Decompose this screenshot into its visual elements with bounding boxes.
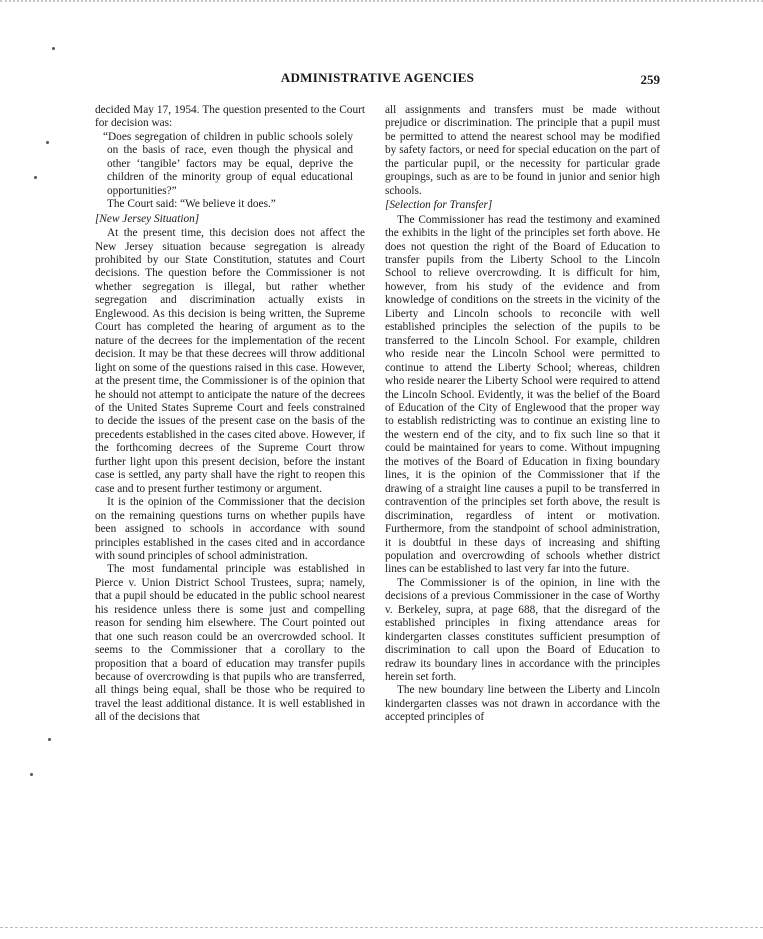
paragraph: The new boundary line between the Liberty and Lincoln kindergarten classes was not drawn in accordance with the accepted principles of <box>385 684 660 724</box>
paragraph: The Court said: “We believe it does.” <box>107 198 276 211</box>
running-head: ADMINISTRATIVE AGENCIES <box>280 70 475 85</box>
top-scan-border <box>0 0 763 6</box>
paragraph: The Commissioner has read the testimony and examined the exhibits in the light of the principles set forth above. He does not question the right of the Board of Education to transfer pupils from the Liberty School to the Lincoln School to relieve overcrowding. It is difficult for him, however, from his study of the evidence and from knowledge of conditions on the streets in the vicinity of the Liberty and Lincoln schools to reconcile with well established principles the selection of the pupils to be transferred to the Lincoln School. For example, children who reside near the Lincoln School were permitted to continue to attend the Liberty School; whereas, children who reside nearer the Liberty School were required to attend the Lincoln School. Evidently, it was the belief of the Board of Education of the City of Englewood that the proper way to establish redistricting was to continue an existing line to the western end of the city, and to fix such line so that it could be maintained for years to come. Without impugning the motives of the Board of Education in fixing boundary lines, it is the opinion of the Commissioner that if the drawing of a straight line causes a pupil to be transferred in contravention of the principles set forth above, the result is discrimination, regardless of intent or motivation. Furthermore, from the standpoint of school administration, it is doubtful in these days of increasing and shifting population and overcrowding of schools whether district lines can be established to last very far into the future. <box>385 213 660 576</box>
paragraph: At the present time, this decision does not affect the New Jersey situation because segregation is already prohibited by our State Constitution, statutes and Court decisions. The question before the Commissioner is not whether segregation is illegal, but rather whether segregation and discrimination actually exists in Englewood. As this decision is being written, the Supreme Court has completed the hearing of argument as to the nature of the decrees for the implementation of the recent decision. It may be that these decrees will throw additional light on some of the questions raised in this case. However, at the present time, the Commissioner is of the opinion that he should not attempt to anticipate the nature of the decrees of the United States Supreme Court and feels constrained to decide the issues of the present case on the basis of the precedents established in the cases cited above. However, if the forthcoming decrees of the Supreme Court throw further light upon this present decision, before the instant case is settled, any party shall have the right to reopen this case and to present further testimony or argument. <box>95 227 365 495</box>
scan-speck <box>52 47 55 50</box>
section-subhead: [Selection for Transfer] <box>385 199 493 212</box>
scan-speck <box>48 738 51 741</box>
paragraph: decided May 17, 1954. The question presented to the Court for decision was: <box>95 104 365 130</box>
section-subhead: [New Jersey Situation] <box>95 212 200 225</box>
page-header <box>95 70 660 88</box>
paragraph: The most fundamental principle was established in Pierce v. Union District School Trustees, supra; namely, that a pupil should be educated in the public school nearest his residence unless there is some just and compelling reason for sending him elsewhere. The Court pointed out that one such reason could be an overcrowded school. It seems to the Commissioner that a corollary to the proposition that a board of education may transfer pupils because of overcrowding is that pupils who are transferred, all things being equal, shall be those who be required to travel the least additional distance. It is well established in all of the decisions that <box>95 563 365 724</box>
paragraph: It is the opinion of the Commissioner that the decision on the remaining questions turns on whether pupils have been assigned to schools in accordance with sound principles established in the cases cited and in accordance with sound principles of school administration. <box>95 496 365 562</box>
block-quote: “Does segregation of children in public schools solely on the basis of race, even though the physical and other ‘tangible’ factors may be equal, deprive the children of the minority group of equal educational opportunities?” <box>103 130 353 197</box>
scan-speck <box>30 773 33 776</box>
paragraph: The Commissioner is of the opinion, in line with the decisions of a previous Commissioner in the case of Worthy v. Berkeley, supra, at page 688, that the disregard of the established principles in fixing attendance areas for kindergarten classes constitutes sufficient presumption of discrimination to call upon the Board of Education to redraw its boundary lines in accordance with the principles herein set forth. <box>385 576 660 684</box>
right-column <box>385 104 660 725</box>
left-column <box>95 104 365 725</box>
scan-speck <box>34 176 37 179</box>
scan-speck <box>46 141 49 144</box>
paragraph: all assignments and transfers must be made without prejudice or discrimination. The principle that a pupil must be permitted to attend the nearest school may be modified by safety factors, or need for special education on the part of the particular pupil, or the necessity for particular grade groupings, such as are to be found in junior and senior high schools. <box>385 104 660 197</box>
page-number: 259 <box>640 72 660 87</box>
bottom-scan-border <box>0 927 763 928</box>
